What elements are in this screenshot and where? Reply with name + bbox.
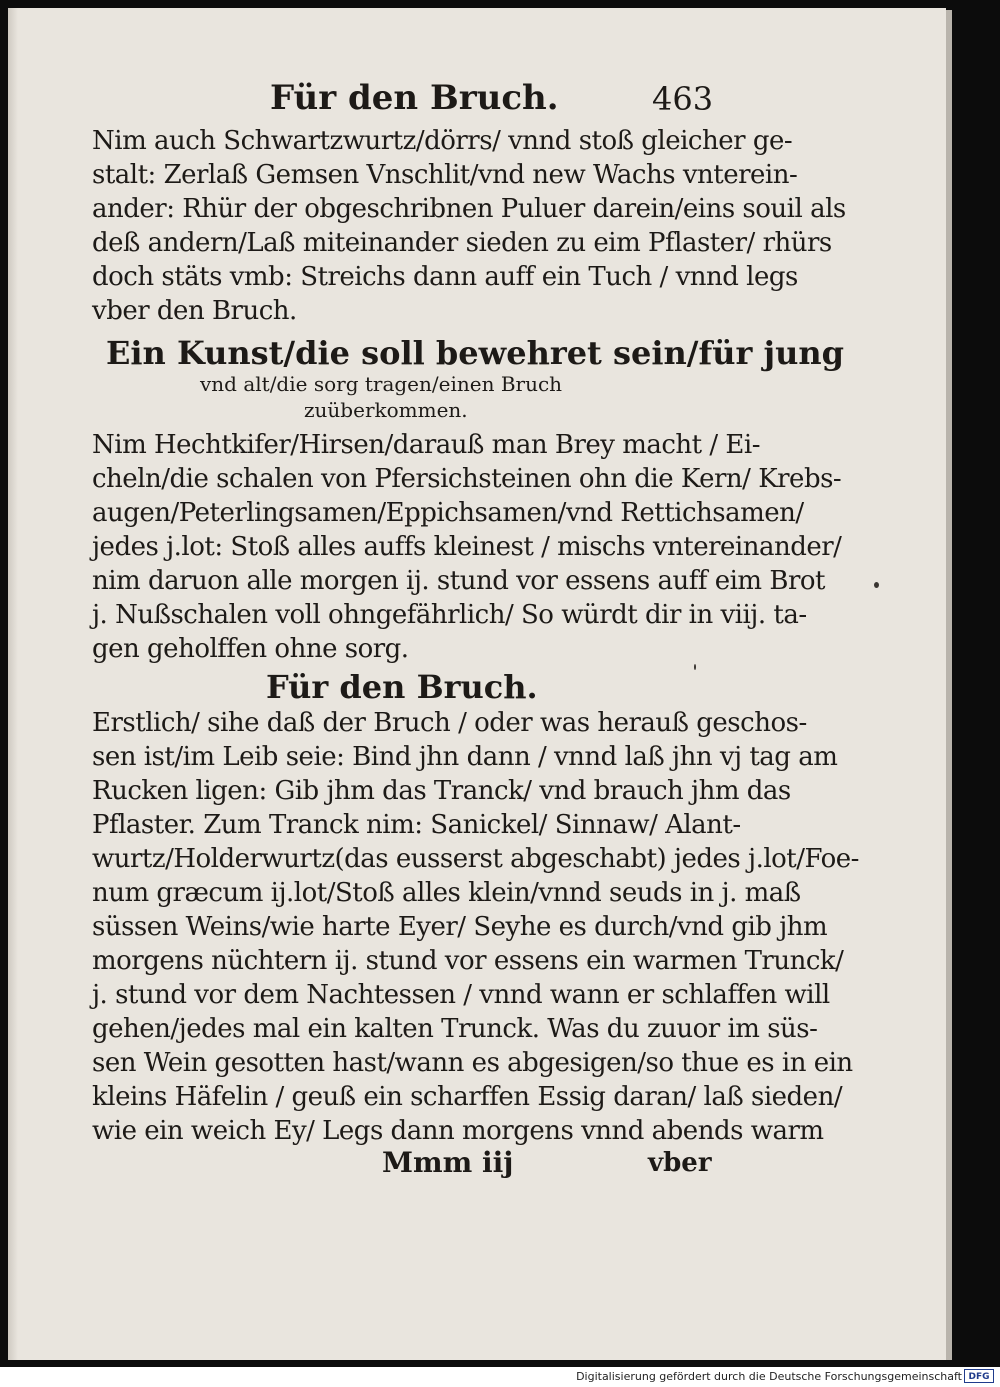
dfg-logo: DFG (964, 1369, 994, 1383)
text-line: wie ein weich Ey/ Legs dann morgens vnnd abends warm (92, 1116, 824, 1146)
text-line: sen Wein gesotten hast/wann es abgesigen/so thue es in ein (92, 1048, 853, 1078)
signature-mark: Mmm iij (382, 1146, 514, 1179)
text-line: augen/Peterlingsamen/Eppichsamen/vnd Rettichsamen/ (92, 498, 804, 528)
ink-speck (694, 664, 696, 670)
text-line: süssen Weins/wie harte Eyer/ Seyhe es durch/vnd gib jhm (92, 912, 828, 942)
page-gutter-shadow (8, 8, 18, 1360)
text-line: gehen/jedes mal ein kalten Trunck. Was du zuuor im süs- (92, 1014, 818, 1044)
text-line: gen geholffen ohne sorg. (92, 634, 409, 664)
text-line: ander: Rhür der obgeschribnen Puluer darein/eins souil als (92, 194, 846, 224)
page-edge (946, 10, 952, 1360)
text-line: Nim Hechtkifer/Hirsen/darauß man Brey macht / Ei- (92, 430, 760, 460)
text-line: doch stäts vmb: Streichs dann auff ein Tuch / vnnd legs (92, 262, 798, 292)
text-line: nim daruon alle morgen ij. stund vor essens auff eim Brot (92, 566, 825, 596)
ink-speck (874, 582, 879, 588)
page-number: 463 (652, 80, 714, 118)
text-line: stalt: Zerlaß Gemsen Vnschlit/vnd new Wachs vnterein- (92, 160, 798, 190)
section-subheading: zuüberkommen. (304, 398, 468, 422)
text-line: Erstlich/ sihe daß der Bruch / oder was herauß geschos- (92, 708, 807, 738)
text-line: sen ist/im Leib seie: Bind jhn dann / vnnd laß jhn vj tag am (92, 742, 838, 772)
footer-bar (0, 1367, 1000, 1387)
text-line: j. stund vor dem Nachtessen / vnnd wann er schlaffen will (92, 980, 830, 1010)
catchword: vber (648, 1148, 712, 1178)
text-line: Pflaster. Zum Tranck nim: Sanickel/ Sinnaw/ Alant- (92, 810, 741, 840)
section-heading: Für den Bruch. (266, 668, 538, 706)
text-line: vber den Bruch. (92, 296, 297, 326)
running-head: Für den Bruch. (270, 78, 559, 118)
text-line: Rucken ligen: Gib jhm das Tranck/ vnd brauch jhm das (92, 776, 791, 806)
footer-credit: Digitalisierung gefördert durch die Deutsche Forschungsgemeinschaft (576, 1370, 962, 1383)
text-line: j. Nußschalen voll ohngefährlich/ So würdt dir in viij. ta- (92, 600, 807, 630)
section-heading: Ein Kunst/die soll bewehret sein/für jung (106, 334, 844, 372)
text-line: Nim auch Schwartzwurtz/dörrs/ vnnd stoß gleicher ge- (92, 126, 793, 156)
text-line: kleins Häfelin / geuß ein scharffen Essig daran/ laß sieden/ (92, 1082, 843, 1112)
text-line: deß andern/Laß miteinander sieden zu eim Pflaster/ rhürs (92, 228, 832, 258)
text-line: cheln/die schalen von Pfersichsteinen ohn die Kern/ Krebs- (92, 464, 842, 494)
text-line: num græcum ij.lot/Stoß alles klein/vnnd seuds in j. maß (92, 878, 801, 908)
text-line: morgens nüchtern ij. stund vor essens ein warmen Trunck/ (92, 946, 844, 976)
section-subheading: vnd alt/die sorg tragen/einen Bruch (200, 372, 563, 396)
text-line: jedes j.lot: Stoß alles auffs kleinest / mischs vntereinander/ (92, 532, 842, 562)
text-line: wurtz/Holderwurtz(das eusserst abgeschabt) jedes j.lot/Foe- (92, 844, 859, 874)
